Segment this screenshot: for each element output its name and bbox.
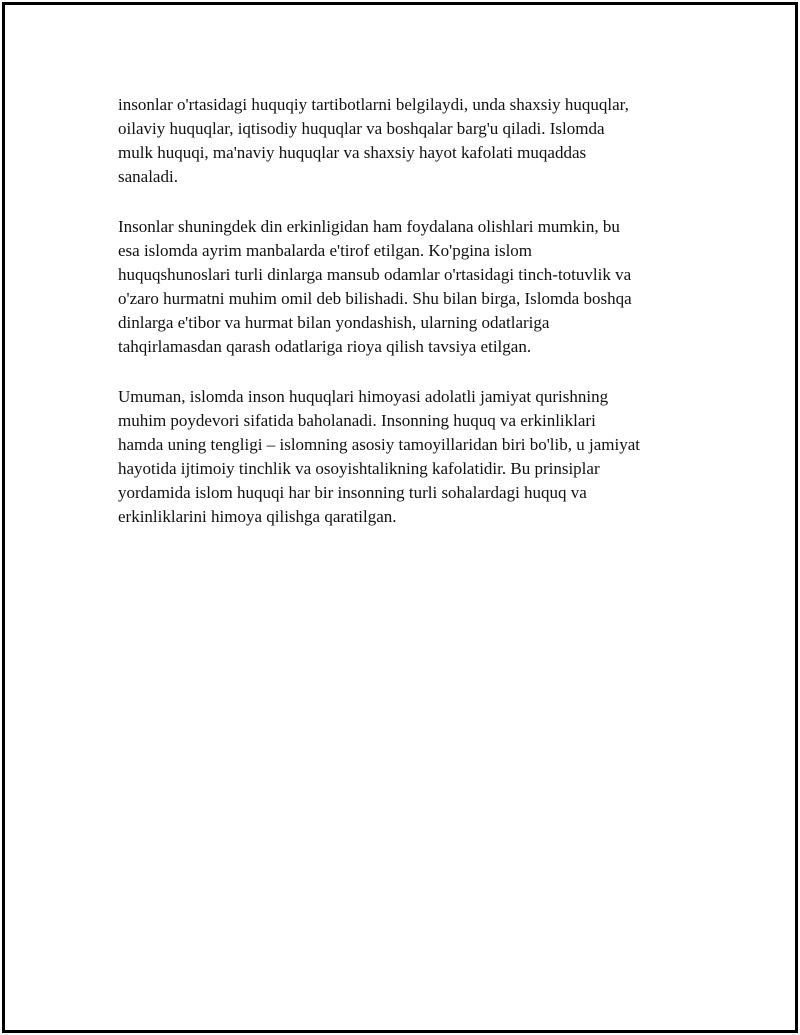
text-line: o'zaro hurmatni muhim omil deb bilishadi. Shu bilan birga, Islomda boshqa <box>118 289 632 308</box>
text-line: Insonlar shuningdek din erkinligidan ham foydalana olishlari mumkin, bu <box>118 217 620 236</box>
paragraph-1 <box>118 93 718 189</box>
paragraph-3 <box>118 385 718 529</box>
text-line: hamda uning tengligi – islomning asosiy tamoyillaridan biri bo'lib, u jamiyat <box>118 435 640 454</box>
document-body <box>118 93 718 555</box>
text-line: mulk huquqi, ma'naviy huquqlar va shaxsiy hayot kafolati muqaddas <box>118 143 587 162</box>
text-line: tahqirlamasdan qarash odatlariga rioya qilish tavsiya etilgan. <box>118 337 532 356</box>
text-line: dinlarga e'tibor va hurmat bilan yondashish, ularning odatlariga <box>118 313 550 332</box>
text-line: muhim poydevori sifatida baholanadi. Insonning huquq va erkinliklari <box>118 411 596 430</box>
text-line: Umuman, islomda inson huquqlari himoyasi adolatli jamiyat qurishning <box>118 387 609 406</box>
text-line: insonlar o'rtasidagi huquqiy tartibotlarni belgilaydi, unda shaxsiy huquqlar, <box>118 95 629 114</box>
text-line: erkinliklarini himoya qilishga qaratilgan. <box>118 507 397 526</box>
text-line: huquqshunoslari turli dinlarga mansub odamlar o'rtasidagi tinch-totuvlik va <box>118 265 632 284</box>
text-line: yordamida islom huquqi har bir insonning turli sohalardagi huquq va <box>118 483 587 502</box>
text-line: oilaviy huquqlar, iqtisodiy huquqlar va boshqalar barg'u qiladi. Islomda <box>118 119 605 138</box>
text-line: sanaladi. <box>118 167 178 186</box>
text-line: hayotida ijtimoiy tinchlik va osoyishtalikning kafolatidir. Bu prinsiplar <box>118 459 600 478</box>
text-line: esa islomda ayrim manbalarda e'tirof etilgan. Ko'pgina islom <box>118 241 533 260</box>
paragraph-2 <box>118 215 718 359</box>
